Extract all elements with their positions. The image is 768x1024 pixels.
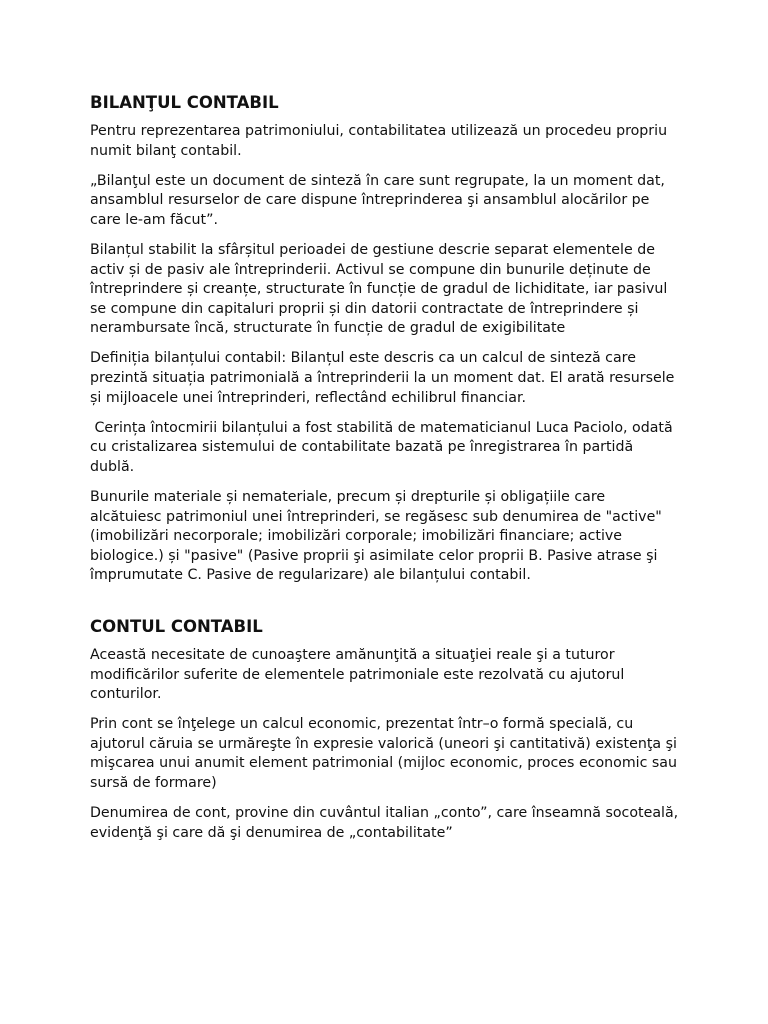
paragraph: Definiția bilanțului contabil: Bilanțul este descris ca un calcul de sinteză care prezintă situația patrimonială a întreprinderii la un moment dat. El arată resursele și mijloacele unei întreprinderi, reflectând echilibrul financiar. bbox=[90, 350, 675, 406]
paragraph: Bunurile materiale și nemateriale, precum și drepturile și obligațiile care alcătuiesc patrimoniul unei întreprinderi, se regăsesc sub denumirea de "active"(imobilizări necorporale; imobilizări corporale; imobilizări financiare; active biologice.) și "pasive" (Pasive proprii şi asimilate celor proprii B. Pasive atrase şi împrumutate C. Pasive de regularizare) ale bilanțului contabil. bbox=[90, 489, 662, 584]
paragraph: Bilanțul stabilit la sfârșitul perioadei de gestiune descrie separat elementele de activ și de pasiv ale întreprinderii. Activul se compune din bunurile deținute de întreprindere și creanțe, structurate în funcție de gradul de lichiditate, iar pasivul se compune din capitaluri proprii și din datorii contractate de întreprindere și nerambursate încă, structurate în funcție de gradul de exigibilitate bbox=[90, 241, 668, 337]
document-page bbox=[90, 92, 680, 854]
paragraph: „Bilanţul este un document de sinteză în care sunt regrupate, la un moment dat, ansamblul resurselor de care dispune întreprinderea şi ansamblul alocărilor pe care le-am făcut”. bbox=[90, 172, 665, 228]
section-bilantul-contabil bbox=[90, 92, 680, 586]
paragraph: Cerința întocmirii bilanțului a fost stabilită de matematicianul Luca Paciolo, odată cu cristalizarea sistemului de contabilitate bazată pe înregistrarea în partidă dublă. bbox=[90, 419, 678, 475]
section-heading: CONTUL CONTABIL bbox=[90, 616, 263, 636]
paragraph: Prin cont se înţelege un calcul economic, prezentat într–o formă specială, cu ajutorul căruia se urmăreşte în expresie valorică (uneori şi cantitativă) existenţa şi mişcarea unui anumit element patrimonial (mijloc economic, proces economic sau sursă de formare) bbox=[90, 716, 677, 792]
section-contul-contabil bbox=[90, 616, 680, 843]
paragraph: Această necesitate de cunoaştere amănunţită a situaţiei reale şi a tuturor modificărilor suferite de elementele patrimoniale este rezolvată cu ajutorul conturilor. bbox=[90, 646, 625, 703]
paragraph: Pentru reprezentarea patrimoniului, contabilitatea utilizează un procedeu propriu numit bilanţ contabil. bbox=[90, 123, 668, 159]
paragraph: Denumirea de cont, provine din cuvântul italian „conto”, care înseamnă socoteală, evidenţă şi care dă şi denumirea de „contabilitate” bbox=[90, 805, 679, 841]
section-heading: BILANŢUL CONTABIL bbox=[90, 93, 279, 112]
